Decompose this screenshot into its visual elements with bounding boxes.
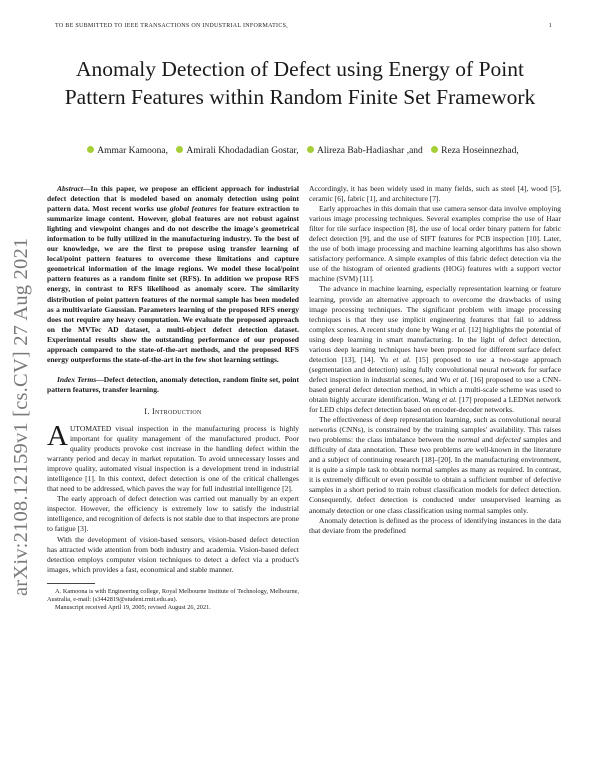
index-terms-label: Index Terms [57, 374, 97, 384]
footnote [47, 588, 299, 613]
orcid-icon[interactable] [176, 146, 183, 153]
author-name: Reza Hoseinnezhad, [441, 146, 519, 156]
page-number: 1 [548, 23, 552, 29]
running-header [55, 23, 552, 29]
orcid-icon[interactable] [307, 146, 314, 153]
running-title: TO BE SUBMITTED TO IEEE TRANSACTIONS ON INDUSTRIAL INFORMATICS, [55, 23, 289, 29]
author-name: Amirali Khodadadian Gostar, [186, 146, 299, 156]
footnote-affiliation: A. Kamoona is with Engineering college, Royal Melbourne Institute of Technology, Melbourne, Australia, e-mail: (s3442819@student.rmit.edu.au). [47, 587, 299, 603]
author-conjunction: ,and [406, 146, 423, 156]
intro-paragraph: With the development of vision-based sensors, vision-based defect detection has attracted wide attention from both industry and academia. Vision-based defect detection employs computer vision techniques to detect a defect via a product's images, which provides a fast, economical and stable manner. [47, 534, 299, 574]
body-paragraph: The advance in machine learning, especially representation learning or feature learning, provide an alternative approach to overcome the drawbacks of using image processing techniques. The significant problem with image processing techniques is that they use implicit engineering features that fail to address complex scenes. A recent study done by Wang et al. [12] highlights the potential of using deep learning in smart manufacturing. In the light of defect detection, various deep learning techniques have been proposed for different surface defect detection [13], [14]. Yu et al. [15] proposed to use a two-stage approach (segmentation and detection) using fully convolutional neural network for surface defect inspection in industrial scenes, and Wu et al. [16] proposed to use a CNN-based general defect detection method, in which a multi-scale scheme was used to obtain highly accurate identification. Wang et al. [17] proposed a LEDNet network for LED chips defect detection based on encoder-decoder networks. [309, 284, 562, 415]
drop-cap: A [47, 419, 68, 452]
paper-title: Anomaly Detection of Defect using Energy of Point Pattern Features within Random Finite Set Framework [64, 57, 536, 109]
index-terms: Index Terms—Defect detection, anomaly detection, random finite set, point pattern features, transfer learning. [47, 374, 300, 394]
author-name: Ammar Kamoona, [97, 146, 168, 156]
orcid-icon[interactable] [431, 146, 438, 153]
body-paragraph: Accordingly, it has been widely used in many fields, such as steel [4], wood [5], ceramic [6], fabric [1], and architecture [7]. [309, 184, 561, 204]
intro-paragraph: The early approach of defect detection was carried out manually by an expert inspector. However, the efficiency is extremely low to satisfy the industrial intelligence, and recognition of defects is not stable due to that inspectors are prone to fatigue [3]. [47, 494, 299, 534]
orcid-icon[interactable] [87, 146, 94, 153]
section-heading: I. Introduction [144, 406, 202, 416]
author-name: Alireza Bab-Hadiashar [317, 146, 405, 156]
left-column [47, 184, 299, 612]
arxiv-side-stamp[interactable]: arXiv:2108.12159v1 [cs.CV] 27 Aug 2021 [10, 237, 32, 596]
body-paragraph: Anomaly detection is defined as the process of identifying instances in the data that deviate from the predefined [309, 515, 561, 535]
body-paragraph: Early approaches in this domain that use camera sensor data involve employing various image processing techniques. Several examples comprise the use of Haar filter for tile surface inspection [8], the use of local order binary pattern for fabric defect detection [9], and the use of SIFT features for PCB inspection [10]. Later, the use of both image processing and machine learning algorithms has also shown satisfactory performance. A simple examples of this fabric defect detection via the use of the histogram of oriented gradients (HOG) features with a support vector machine (SVM) [11]. [309, 204, 561, 284]
footnote-divider [47, 583, 95, 584]
abstract: Abstract—In this paper, we propose an efficient approach for industrial defect detection that is modeled based on anomaly detection using point pattern data. Most recent works use global features for feature extraction to summarize image content. However, global features are not robust against lighting and viewpoint changes and do not describe the image's geometrical information to be fully utilized in the manufacturing industry. To the best of our knowledge, we are the first to propose using transfer learning of local/point pattern features to overcome these limitations and capture geometrical information of the image regions. We model these local/point pattern features as a random finite set (RFS). In addition we propose RFS energy, in contrast to RFS likelihood as anomaly score. The similarity distribution of point pattern features of the normal sample has been modeled as a multivariate Gaussian. Parameters learning of the proposed RFS energy does not require any heavy computation. We evaluate the proposed approach on the MVTec AD dataset, a multi-object defect detection dataset. Experimental results show the outstanding performance of our proposed approach compared to the state-of-the-art methods, and the proposed RFS energy outperforms the state-of-the-art in the few shot learning settings. [47, 184, 299, 364]
body-paragraph: The effectiveness of deep representation learning, such as convolutional neural networks (CNNs), is constrained by the training samples' availability. This raises two problems: the class imbalance between the normal and defected samples and difficulty of data annotation. These two problems are well-known in the literature and a subject of continuing research [18]–[20]. In the manufacturing environment, it is quite a simple task to obtain normal samples as many as required. In contrast, it is extremely difficult or even possible to obtain a sufficient number of defective samples in a short period to train robust classification models for defect detection. Consequently, defect detection is conducted under unsupervised learning as anomaly detection or one class classification using normal samples only. [309, 415, 562, 515]
abstract-label: Abstract [57, 184, 83, 193]
author-list [50, 146, 550, 156]
intro-paragraph: AUTOMATED visual inspection in the manufacturing process is highly important for quality management of the manufactured product. Poor quality products provoke cost increase in the handling defect within the warranty period and decay in market reputation. To avoid unnecessary losses and improve quality, automated visual inspection is a development trend in industrial intelligence [1]. In this context, defect detection is one of the critical challenges that need to be addressed, which paves the way for full industrial intelligence [2]. [47, 419, 299, 494]
right-column [309, 184, 561, 536]
footnote-manuscript: Manuscript received April 19, 2005; revised August 26, 2021. [55, 604, 211, 612]
